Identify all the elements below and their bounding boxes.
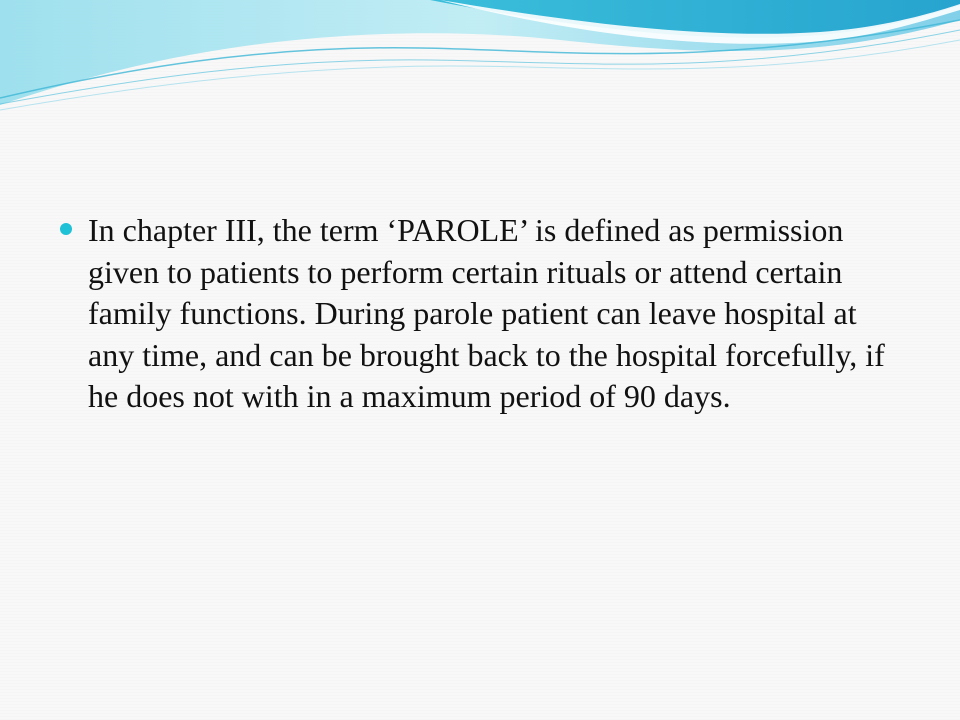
slide-body — [60, 210, 900, 418]
bullet-dot-icon — [60, 223, 72, 235]
bullet-text: In chapter III, the term ‘PAROLE’ is defined as permission given to patients to perform certain rituals or attend certain family functions. During parole patient can leave hospital at any time, and can be brought back to the hospital forcefully, if he does not with in a maximum period of 90 days. — [88, 212, 885, 414]
bullet-item — [60, 210, 900, 418]
header-wave-decoration — [0, 0, 960, 120]
